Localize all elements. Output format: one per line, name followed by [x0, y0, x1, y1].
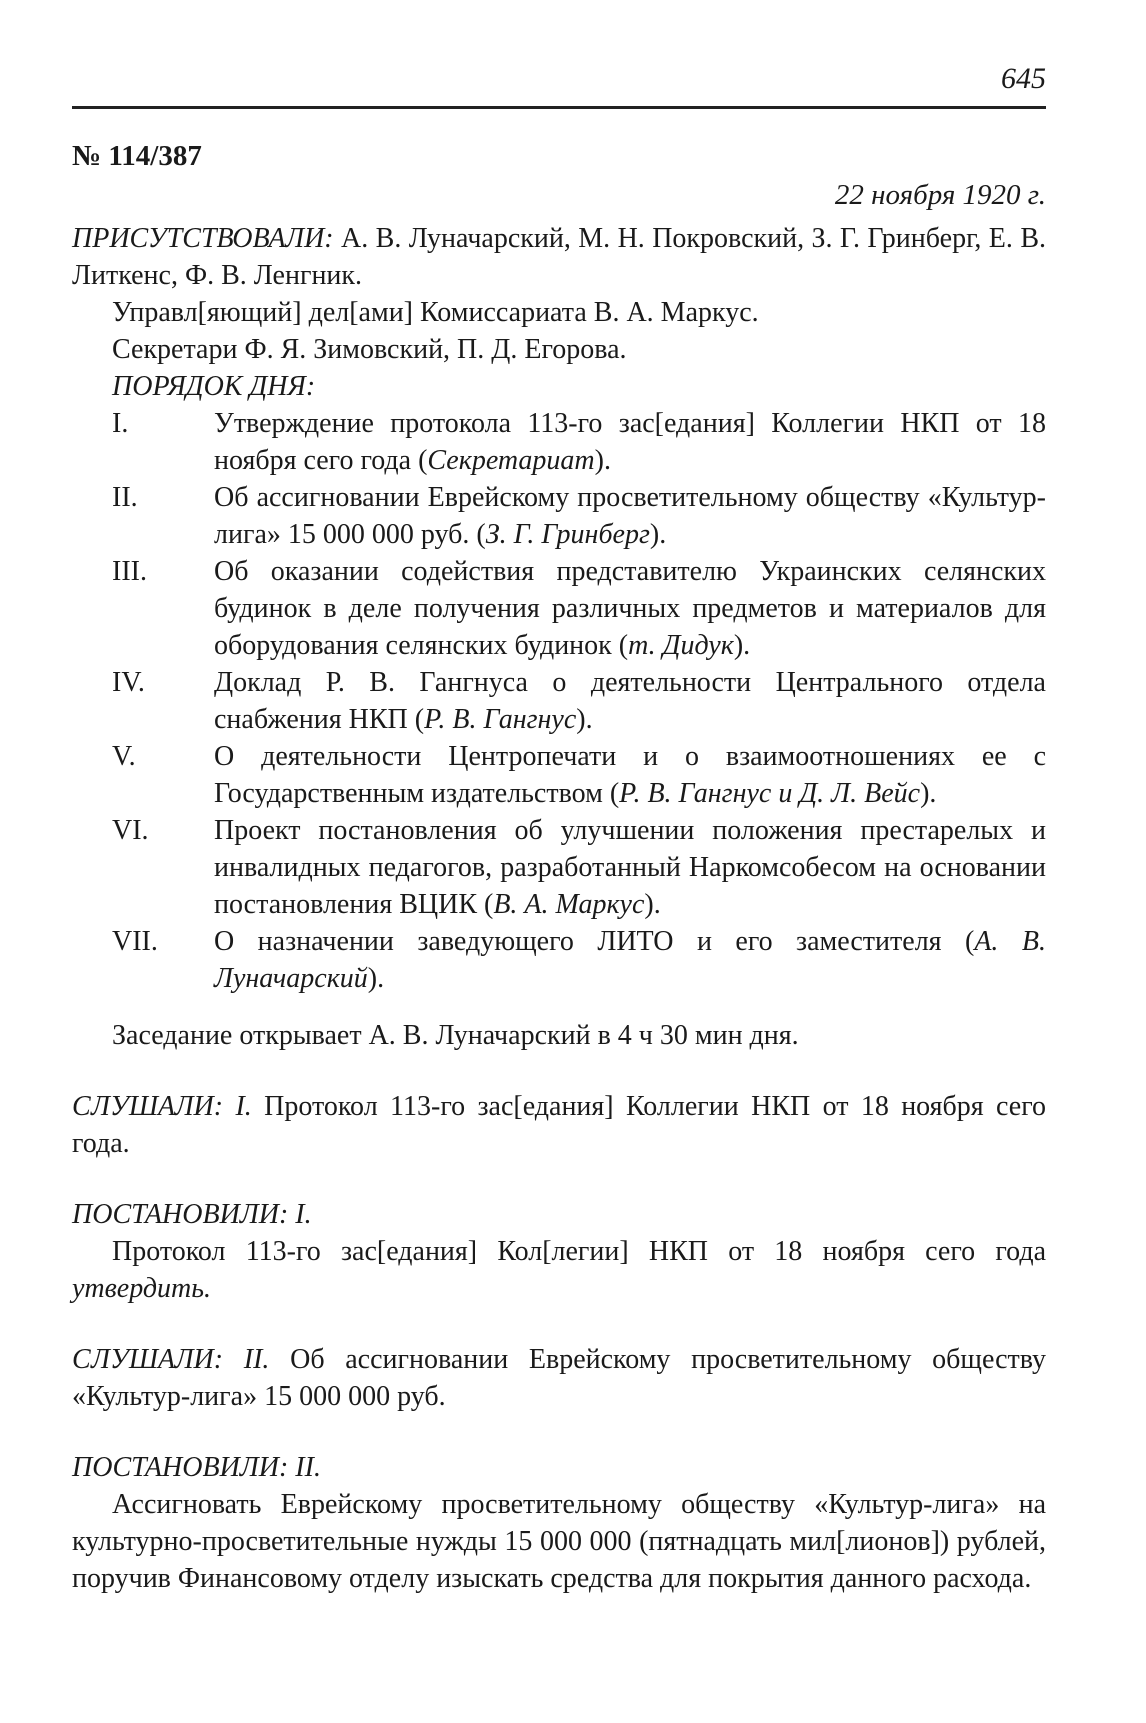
- heard-1: [72, 1088, 1046, 1162]
- agenda-item-speaker: Р. В. Гангнус: [424, 704, 577, 735]
- agenda-item-text: О назначении заведующего ЛИТО и его заместителя (А. В. Луначарский).: [214, 926, 1046, 994]
- document-date: 22 ноября 1920 г.: [834, 179, 1046, 211]
- resolved-1-label: ПОСТАНОВИЛИ: I.: [72, 1199, 312, 1230]
- agenda-item: [112, 812, 1046, 923]
- agenda-item-number: I.: [112, 408, 129, 439]
- agenda-item-number: V.: [112, 741, 136, 772]
- page-number: 645: [1001, 62, 1046, 95]
- agenda-item-number: III.: [112, 556, 147, 587]
- resolved-2-label: ПОСТАНОВИЛИ: II.: [72, 1452, 321, 1483]
- heard-2: [72, 1341, 1046, 1415]
- heard-2-label: СЛУШАЛИ: II.: [72, 1344, 270, 1375]
- present-paragraph: [72, 220, 1046, 294]
- agenda-item-speaker: В. А. Маркус: [493, 889, 645, 920]
- agenda-item: [112, 738, 1046, 812]
- agenda-label: ПОРЯДОК ДНЯ:: [112, 371, 316, 402]
- agenda-item-text: Доклад Р. В. Гангнуса о деятельности Центрального отдела снабжения НКП (Р. В. Гангнус).: [214, 667, 1046, 735]
- heard-1-label: СЛУШАЛИ: I.: [72, 1091, 252, 1122]
- agenda-item-speaker: З. Г. Гринберг: [485, 519, 650, 550]
- agenda-item-speaker: Р. В. Гангнус и Д. Л. Вейс: [619, 778, 921, 809]
- agenda-item-text: Проект постановления об улучшении положения престарелых и инвалидных педагогов, разработанный Наркомсобесом на основании постановления ВЦИК (В. А. Маркус).: [214, 815, 1046, 920]
- heard-1-text: Протокол 113-го зас[едания] Коллегии НКП от 18 ноября сего года.: [72, 1091, 1047, 1159]
- page-header: [72, 58, 1046, 109]
- agenda-item-number: VI.: [112, 815, 149, 846]
- agenda-item-text: Утверждение протокола 113-го зас[едания] Коллегии НКП от 18 ноября сего года (Секретариат).: [214, 408, 1046, 476]
- opening-line: Заседание открывает А. В. Луначарский в 4 ч 30 мин дня.: [112, 1020, 799, 1051]
- heard-2-text: Об ассигновании Еврейскому просветительному обществу «Культур-лига» 15 000 000 руб.: [72, 1344, 1047, 1412]
- agenda-item: [112, 553, 1046, 664]
- present-label: ПРИСУТСТВОВАЛИ:: [72, 223, 334, 254]
- agenda-item-number: II.: [112, 482, 138, 513]
- agenda-item-text: Об ассигновании Еврейскому просветительному обществу «Культур-лига» 15 000 000 руб. (З. Г. Гринберг).: [214, 482, 1046, 550]
- agenda-item-text: О деятельности Центропечати и о взаимоотношениях ее с Государственным издательством (Р. В. Гангнус и Д. Л. Вейс).: [214, 741, 1046, 809]
- agenda-item-speaker: А. В. Луначарский: [214, 926, 1046, 994]
- document-number: № 114/387: [72, 140, 202, 172]
- agenda-item: [112, 479, 1046, 553]
- resolved-1-text: Протокол 113-го зас[едания] Кол[легии] НКП от 18 ноября сего года утвердить.: [72, 1236, 1046, 1304]
- agenda-list: [112, 405, 1046, 997]
- document-body: [72, 138, 1046, 1597]
- resolved-1-verb: утвердить.: [72, 1273, 211, 1304]
- present-names: А. В. Луначарский, М. Н. Покровский, З. Г. Гринберг, Е. В. Литкенс, Ф. В. Ленгник.: [72, 223, 1046, 291]
- agenda-item: [112, 664, 1046, 738]
- agenda-item-speaker: т. Дидук: [628, 630, 734, 661]
- manager-line: Управл[яющий] дел[ами] Комиссариата В. А. Маркус.: [112, 297, 759, 328]
- secretaries-line: Секретари Ф. Я. Зимовский, П. Д. Егорова.: [112, 334, 627, 365]
- agenda-item: [112, 405, 1046, 479]
- agenda-item-number: VII.: [112, 926, 158, 957]
- agenda-item-text: Об оказании содействия представителю Украинских селянских будинок в деле получения различных предметов и материалов для оборудования селянских будинок (т. Дидук).: [214, 556, 1046, 661]
- agenda-item: [112, 923, 1046, 997]
- resolved-2-text: Ассигновать Еврейскому просветительному обществу «Культур-лига» на культурно-просветительные нужды 15 000 000 (пятнадцать мил[лионов]) рублей, поручив Финансовому отделу изыскать средства для покрытия данного расхода.: [72, 1489, 1046, 1594]
- agenda-item-speaker: Секретариат: [427, 445, 595, 476]
- agenda-item-number: IV.: [112, 667, 145, 698]
